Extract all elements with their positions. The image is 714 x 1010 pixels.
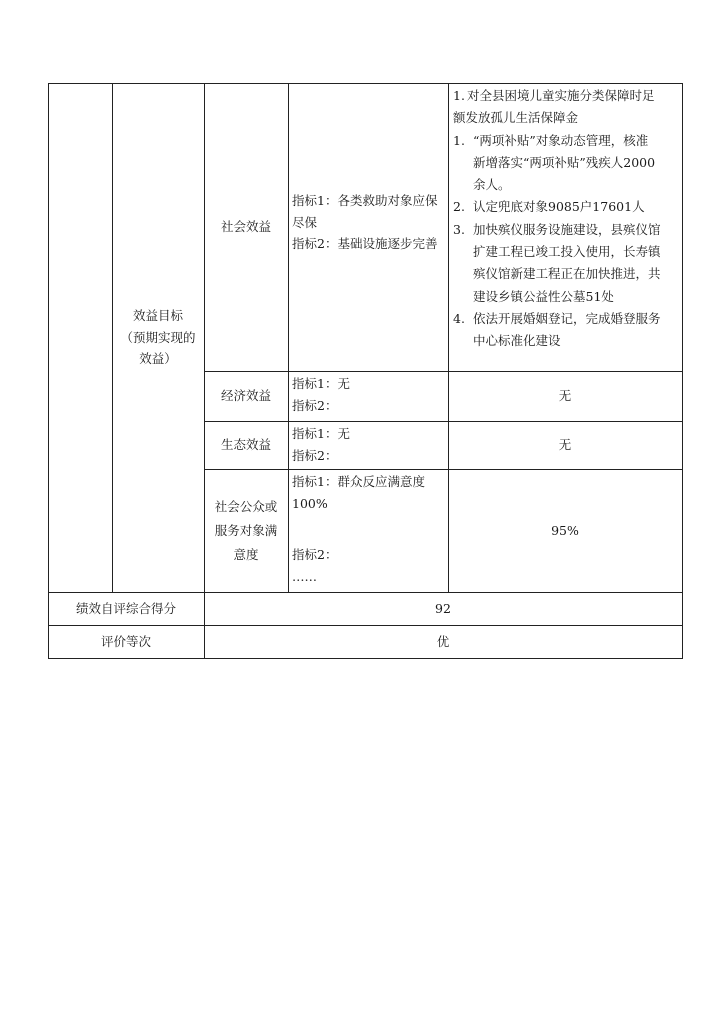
- result-item: 1. 对全县困境儿童实施分类保障时足: [453, 88, 655, 103]
- satisfaction-indicator-1: 指标1：群众反应满意度 100%: [292, 474, 425, 511]
- result-item: 4. 依法开展婚姻登记，完成婚登服务 中心标准化建设: [453, 310, 661, 349]
- social-benefit-indicators: 指标1：各类救助对象应保 尽保 指标2：基础设施逐步完善: [292, 193, 438, 251]
- result-item: 1. “两项补贴”对象动态管理，核准 新增落实“两项补贴”残疾人2000 余人。: [453, 132, 656, 193]
- grade-label: 评价等次: [100, 633, 151, 649]
- social-benefit-label: 社会效益: [220, 219, 271, 235]
- benefit-target-label: 效益目标 （预期实现的 效益）: [120, 308, 196, 367]
- economic-benefit-result: 无: [558, 388, 572, 404]
- economic-benefit-label: 经济效益: [220, 388, 271, 404]
- ecological-benefit-result: 无: [558, 437, 572, 453]
- satisfaction-result: 95%: [551, 522, 579, 538]
- satisfaction-label: 社会公众或 服务对象满 意度: [214, 498, 278, 562]
- result-item-continuation: 额发放孤儿生活保障金: [453, 110, 579, 126]
- economic-benefit-indicators: 指标1：无 指标2：: [292, 376, 350, 413]
- ecological-benefit-label: 生态效益: [220, 437, 271, 453]
- ecological-benefit-indicators: 指标1：无 指标2：: [292, 426, 350, 463]
- result-item: 3. 加快殡仪服务设施建设，县殡仪馆 扩建工程已竣工投入使用，长寿镇 殡仪馆新建工程正在加快推进，共 建设乡镇公益性公墓51处: [453, 221, 661, 304]
- social-benefit-results: [448, 83, 682, 371]
- satisfaction-indicator-2: 指标2： ……: [292, 547, 338, 584]
- score-label: 绩效自评综合得分: [75, 600, 176, 616]
- score-value: 92: [435, 600, 451, 616]
- grade-value: 优: [436, 633, 450, 649]
- result-item: 2. 认定兜底对象9085户17601人: [453, 199, 645, 215]
